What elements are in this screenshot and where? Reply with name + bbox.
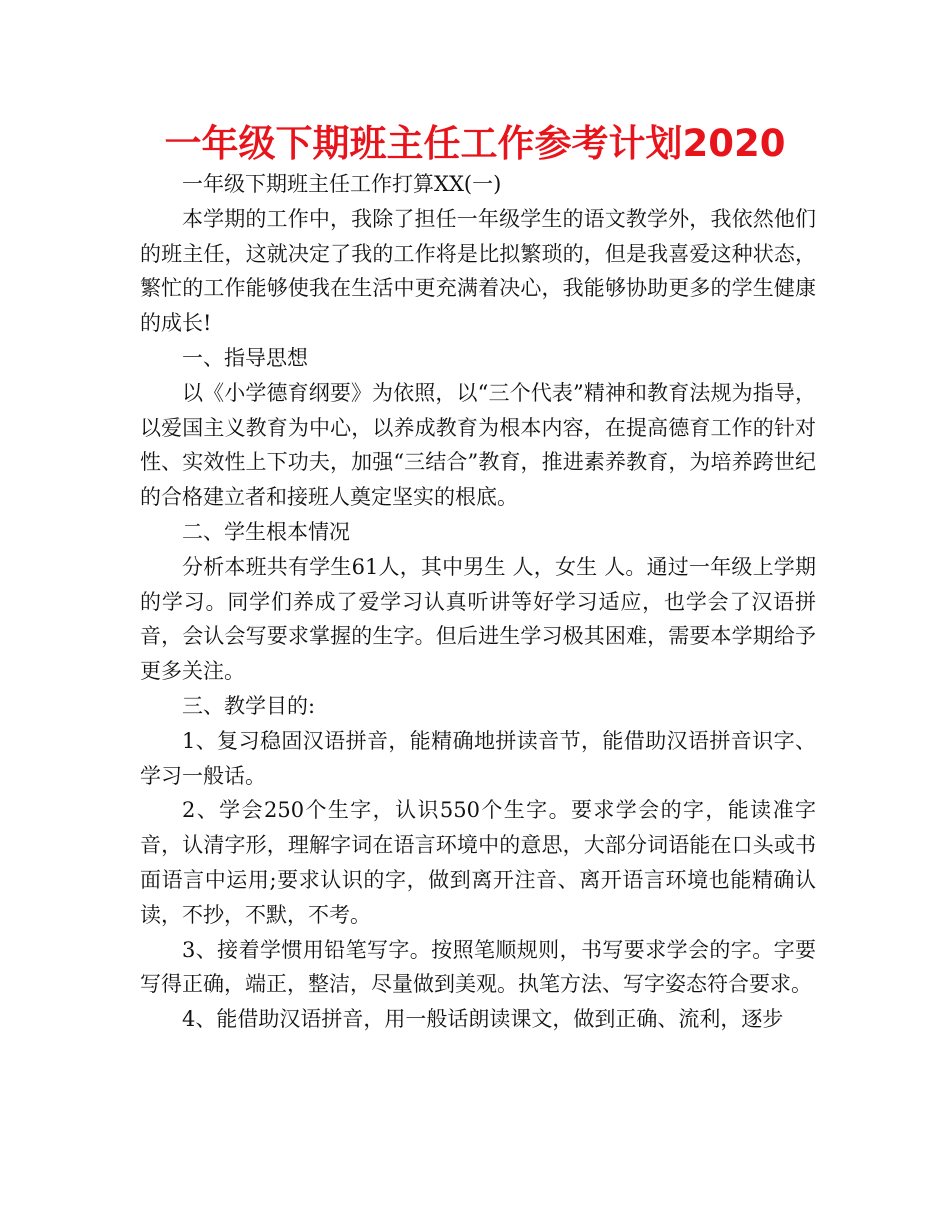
- paragraph-guiding-thought: 以《小学德育纲要》为依照，以“三个代表”精神和教育法规为指导，以爱国主义教育为中心，以养成教育为根本内容，在提高德育工作的针对性、实效性上下功夫，加强“三结合”教育，推进素养教育，为培养跨世纪的合格建立者和接班人奠定坚实的根底。: [140, 380, 816, 510]
- paragraph-intro: 本学期的工作中，我除了担任一年级学生的语文教学外，我依然他们的班主任，这就决定了我的工作将是比拟繁琐的，但是我喜爱这种状态，繁忙的工作能够使我在生活中更充满着决心，我能够协助更多的学生健康的成长!: [140, 206, 816, 336]
- document-body: [140, 167, 816, 1037]
- document-title: 一年级下期班主任工作参考计划2020: [164, 122, 786, 165]
- paragraph-goal-1: 1、复习稳固汉语拼音，能精确地拼读音节，能借助汉语拼音识字、学习一般话。: [140, 728, 816, 788]
- paragraph-goal-3: 3、接着学惯用铅笔写字。按照笔顺规则，书写要求学会的字。字要写得正确，端正，整洁，尽量做到美观。执笔方法、写字姿态符合要求。: [140, 937, 816, 997]
- paragraph-goal-4: 4、能借助汉语拼音，用一般话朗读课文，做到正确、流利，逐步: [182, 1007, 784, 1032]
- paragraph-student-situation: 分析本班共有学生61人，其中男生 人，女生 人。通过一年级上学期的学习。同学们养成了爱学习认真听讲等好学习适应，也学会了汉语拼音，会认会写要求掌握的生字。但后进生学习极其困难，需要本学期给予更多关注。: [140, 554, 816, 684]
- paragraph-goal-2: 2、学会250个生字，认识550个生字。要求学会的字，能读准字音，认清字形，理解字词在语言环境中的意思，大部分词语能在口头或书面语言中运用;要求认识的字，做到离开注音、离开语言环境也能精确认读，不抄，不默，不考。: [140, 798, 816, 927]
- heading-guiding-thought: 一、指导思想: [182, 345, 308, 370]
- paragraph-subtitle: 一年级下期班主任工作打算XX(一): [182, 172, 502, 196]
- heading-teaching-goals: 三、教学目的:: [182, 693, 316, 718]
- heading-student-situation: 二、学生根本情况: [182, 519, 350, 544]
